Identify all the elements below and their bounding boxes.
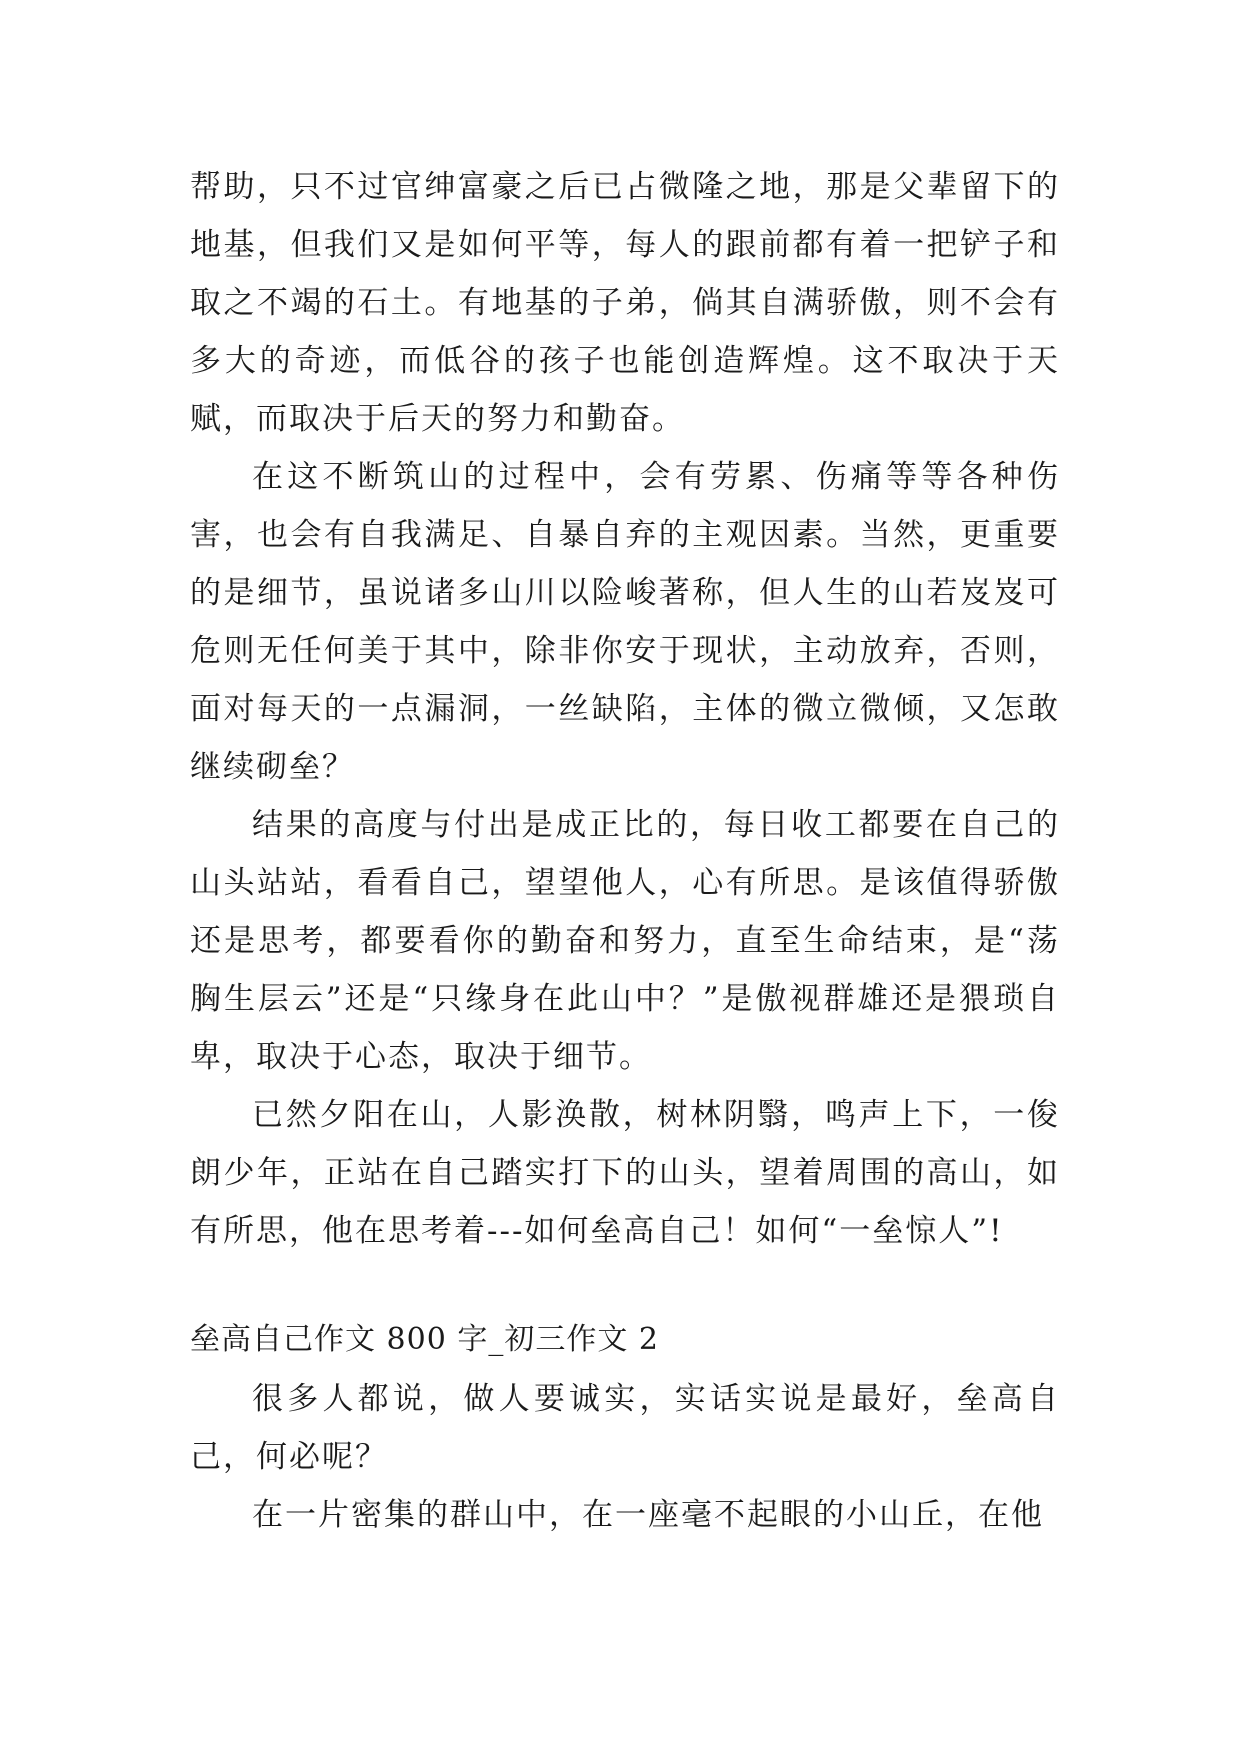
- paragraph-1: 帮助，只不过官绅富豪之后已占微隆之地，那是父辈留下的地基，但我们又是如何平等，每人的跟前都有着一把铲子和取之不竭的石土。有地基的子弟，倘其自满骄傲，则不会有多大的奇迹，而低谷的孩子也能创造辉煌。这不取决于天赋，而取决于后天的努力和勤奋。: [190, 169, 1060, 437]
- paragraph-5: 很多人都说，做人要诚实，实话实说是最好，垒高自己，何必呢？: [190, 1381, 1060, 1475]
- paragraph-6: 在一片密集的群山中，在一座毫不起眼的小山丘，在他: [252, 1497, 1044, 1533]
- paragraph-2: 在这不断筑山的过程中，会有劳累、伤痛等等各种伤害，也会有自我满足、自暴自弃的主观因素。当然，更重要的是细节，虽说诸多山川以险峻著称，但人生的山若岌岌可危则无任何美于其中，除非你安于现状，主动放弃，否则，面对每天的一点漏洞，一丝缺陷，主体的微立微倾，又怎敢继续砌垒？: [190, 459, 1060, 785]
- paragraph-4: 已然夕阳在山，人影涣散，树林阴翳，鸣声上下，一俊朗少年，正站在自己踏实打下的山头，望着周围的高山，如有所思，他在思考着---如何垒高自己！如何“一垒惊人”!: [190, 1097, 1060, 1249]
- section-title: 垒高自己作文 800 字_初三作文 2: [190, 1322, 659, 1357]
- document-body: [190, 158, 1060, 1544]
- paragraph-3: 结果的高度与付出是成正比的，每日收工都要在自己的山头站站，看看自己，望望他人，心有所思。是该值得骄傲还是思考，都要看你的勤奋和努力，直至生命结束，是“荡胸生层云”还是“只缘身在此山中？”是傲视群雄还是猥琐自卑，取决于心态，取决于细节。: [190, 807, 1060, 1075]
